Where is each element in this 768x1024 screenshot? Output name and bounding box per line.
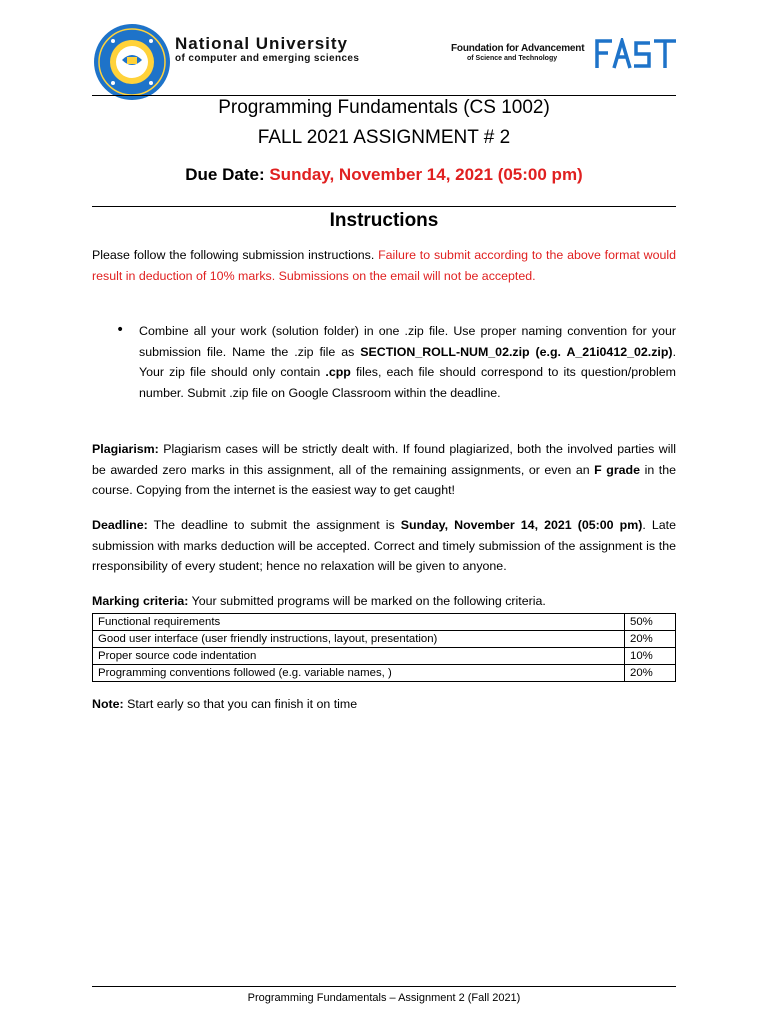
university-name: National University [175, 34, 348, 53]
bullet-text-3: files, each file should correspond to its question/problem number. Submit .zip file on Google Classroom within the deadline. [139, 365, 676, 400]
deadline-text-2: . Late submission with marks deduction will be accepted. Correct and timely submission of the assignment is the rresponsibility of every student; hence no relaxation will be given to anyone. [92, 518, 676, 574]
criterion-cell: Proper source code indentation [93, 648, 625, 665]
note-paragraph [92, 694, 676, 715]
course-title: Programming Fundamentals (CS 1002) [218, 97, 550, 118]
bullet-icon: • [116, 322, 125, 338]
page-footer: Programming Fundamentals – Assignment 2 (Fall 2021) [247, 992, 521, 1004]
foundation-line-1: Foundation for Advancement [451, 43, 585, 54]
foundation-line-2: of Science and Technology [467, 55, 558, 62]
intro-text: Please follow the following submission instructions. [92, 248, 379, 262]
weight-cell: 20% [625, 631, 676, 648]
intro-warning: Failure to submit according to the above format would result in deduction of 10% marks. Submissions on the email will not be accepted. [92, 248, 676, 283]
header-rule [92, 95, 676, 96]
instructions-intro [92, 245, 676, 286]
plagiarism-text-1: Plagiarism cases will be strictly dealt with. If found plagiarized, both the involved parties will be awarded zero marks in this assignment, all of the remaining assignments, or even an [92, 442, 676, 477]
bullet-text-1: Combine all your work (solution folder) in one .zip file. Use proper naming convention for your submission file. Name the .zip file as [139, 324, 676, 359]
deadline-paragraph [92, 515, 676, 577]
weight-cell: 10% [625, 648, 676, 665]
bullet-text-2: . Your zip file should only contain [139, 344, 677, 380]
plagiarism-grade: F grade [594, 462, 641, 477]
bullet-extension: .cpp [325, 365, 351, 380]
fast-logo-icon [594, 38, 678, 70]
bullet-filename: SECTION_ROLL-NUM_02.zip (e.g. A_21i0412_02.zip) [360, 344, 673, 359]
table-row [93, 665, 676, 682]
instructions-heading: Instructions [329, 210, 439, 231]
marking-paragraph [92, 591, 676, 612]
note-label: Note: [92, 697, 124, 711]
title-rule [92, 206, 676, 207]
deadline-text-1: The deadline to submit the assignment is [147, 518, 401, 532]
criterion-cell: Functional requirements [93, 614, 625, 631]
plagiarism-text-2: in the course. Copying from the internet is the easiest way to get caught! [92, 462, 676, 498]
criterion-cell: Good user interface (user friendly instructions, layout, presentation) [93, 631, 625, 648]
deadline-date: Sunday, November 14, 2021 (05:00 pm) [400, 518, 643, 532]
marking-text: Your submitted programs will be marked on the following criteria. [188, 594, 546, 608]
marking-criteria-table [92, 613, 676, 682]
university-logo-icon [93, 23, 171, 101]
due-date [92, 165, 676, 185]
marking-label: Marking criteria: [92, 594, 189, 608]
plagiarism-paragraph [92, 439, 676, 501]
weight-cell: 20% [625, 665, 676, 682]
weight-cell: 50% [625, 614, 676, 631]
submission-bullet [139, 321, 676, 403]
criterion-cell: Programming conventions followed (e.g. variable names, ) [93, 665, 625, 682]
note-text: Start early so that you can finish it on time [123, 697, 358, 711]
table-row [93, 631, 676, 648]
due-date-label: Due Date: [185, 165, 270, 184]
table-row [93, 614, 676, 631]
table-row [93, 648, 676, 665]
university-subtitle: of computer and emerging sciences [175, 53, 360, 64]
assignment-title: FALL 2021 ASSIGNMENT # 2 [257, 127, 511, 148]
footer-rule [92, 986, 676, 987]
plagiarism-label: Plagiarism: [92, 442, 159, 456]
deadline-label: Deadline: [92, 518, 148, 532]
due-date-value: Sunday, November 14, 2021 (05:00 pm) [269, 165, 583, 184]
